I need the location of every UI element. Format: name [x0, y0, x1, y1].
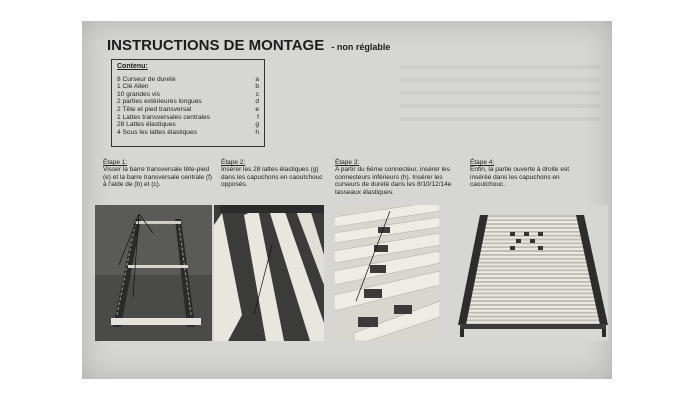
slat [485, 221, 579, 224]
step-1 [103, 159, 213, 189]
step-3-photo [334, 205, 440, 341]
step-4-text: Enfin, la partie ouverte à droite est insérée dans les capuchons en caoutchouc. [470, 166, 570, 189]
page-title [107, 37, 390, 54]
slat [484, 225, 580, 228]
step-2-label: Étape 2: [221, 159, 246, 166]
step-4-illustration [458, 205, 608, 341]
step-1-label: Étape 1: [103, 159, 128, 166]
step-1-photo [95, 205, 212, 341]
contents-item: 1 Lattes transversales centrales f [117, 113, 259, 121]
slat [474, 267, 590, 270]
slat [483, 229, 581, 232]
step-3 [335, 159, 465, 196]
slat [474, 271, 592, 274]
slat [478, 252, 587, 255]
title-subtitle: - non réglable [331, 42, 391, 52]
slat [468, 294, 597, 297]
slat [475, 263, 589, 266]
slat [471, 282, 594, 285]
slat [465, 309, 601, 312]
step-2-photo [214, 205, 324, 341]
contents-item: 2 parties extérieures longues d [117, 98, 259, 106]
contents-item: 8 Curseur de dureté a [117, 75, 259, 83]
step-1-illustration [95, 205, 212, 341]
slat [462, 321, 604, 324]
contents-item: 4 Sous les lattes élastiques h [117, 128, 259, 136]
contents-item: 10 grandes vis c [117, 90, 259, 98]
slat [466, 302, 599, 305]
step-4-photo [458, 205, 608, 341]
slat [477, 256, 588, 259]
slat [466, 306, 601, 309]
bleed-through-lines [400, 65, 600, 130]
step-2 [221, 159, 333, 189]
instruction-sheet [82, 21, 612, 379]
step-3-illustration [334, 205, 440, 341]
step-4-label: Étape 4: [470, 159, 495, 166]
step-4 [470, 159, 588, 189]
slat [463, 317, 603, 320]
contents-item: 2 Tête et pied transversal e [117, 105, 259, 113]
contents-item: 28 Lattes élastiques g [117, 121, 259, 129]
slat [479, 248, 586, 251]
contents-item: 1 Clé Allen b [117, 83, 259, 91]
slat [482, 232, 581, 235]
slat [476, 259, 588, 262]
step-2-text: Insérer les 28 lattes élastiques (g) dans les capuchons en caoutchouc opposés. [221, 166, 323, 189]
slat [470, 286, 595, 289]
title-text: INSTRUCTIONS DE MONTAGE [107, 37, 325, 54]
slat [472, 279, 594, 282]
slat [473, 275, 593, 278]
step-2-illustration [214, 205, 324, 341]
slat [464, 313, 602, 316]
slat [469, 290, 596, 293]
slat [480, 244, 585, 247]
step-3-label: Étape 3: [335, 159, 360, 166]
slat [486, 217, 578, 220]
step-3-text: A partir du 6ème connecteur, insérer les connecteurs inférieurs (h). Insérer les curseurs de dureté dans les 8/10/12/14e tasseaux élastiques. [335, 166, 452, 196]
slat [467, 298, 598, 301]
contents-box [111, 59, 265, 147]
contents-heading: Contenu: [117, 63, 148, 70]
slat [482, 236, 583, 239]
step-1-text: Visser la barre transversale tête-pied (e) et la barre transversale centrale (f) à l'aide de (b) et (c). [103, 166, 213, 189]
